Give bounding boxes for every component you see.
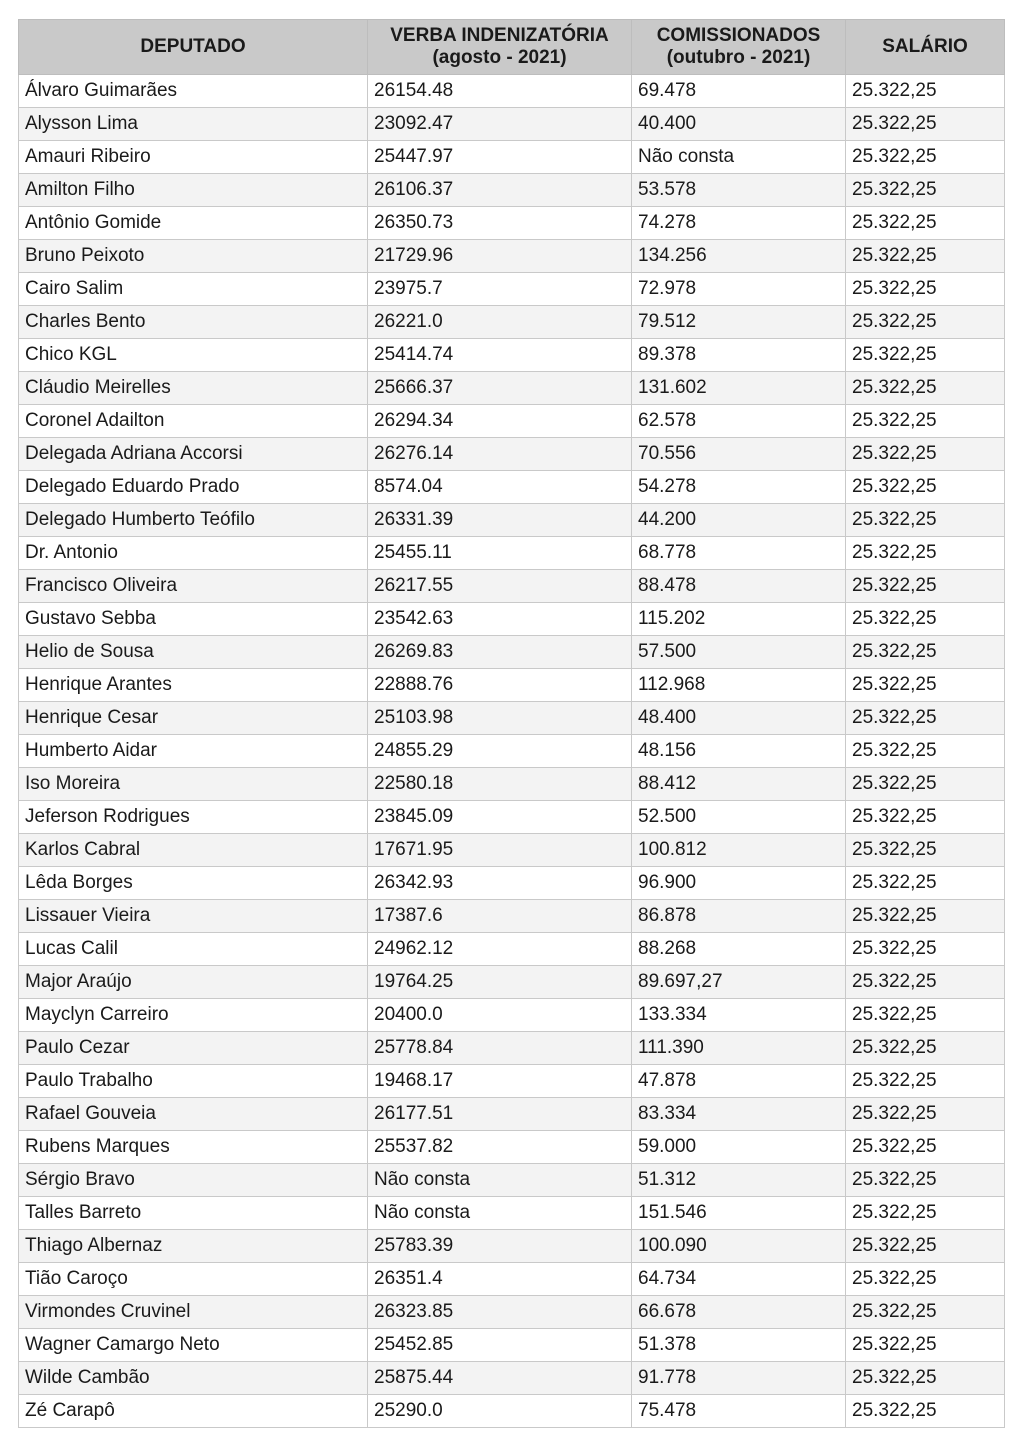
cell-deputado: Amauri Ribeiro [19, 141, 368, 174]
cell-comissionados: 72.978 [632, 273, 846, 306]
cell-verba-indenizatoria: 26294.34 [368, 405, 632, 438]
cell-salario: 25.322,25 [846, 1131, 1005, 1164]
cell-comissionados: 100.812 [632, 834, 846, 867]
table-row [19, 1230, 1005, 1263]
cell-salario: 25.322,25 [846, 174, 1005, 207]
table-row [19, 405, 1005, 438]
cell-salario: 25.322,25 [846, 1263, 1005, 1296]
cell-comissionados: 86.878 [632, 900, 846, 933]
cell-salario: 25.322,25 [846, 471, 1005, 504]
cell-comissionados: 100.090 [632, 1230, 846, 1263]
header-verba-period: (agosto - 2021) [432, 47, 567, 68]
cell-verba-indenizatoria: Não consta [368, 1164, 632, 1197]
cell-verba-indenizatoria: 26217.55 [368, 570, 632, 603]
cell-comissionados: 48.156 [632, 735, 846, 768]
table-row [19, 240, 1005, 273]
cell-deputado: Charles Bento [19, 306, 368, 339]
header-salario [846, 20, 1005, 75]
table-row [19, 1329, 1005, 1362]
cell-verba-indenizatoria: 25455.11 [368, 537, 632, 570]
table-row [19, 471, 1005, 504]
table-row [19, 999, 1005, 1032]
cell-verba-indenizatoria: 25783.39 [368, 1230, 632, 1263]
table-row [19, 900, 1005, 933]
cell-verba-indenizatoria: 20400.0 [368, 999, 632, 1032]
table-row [19, 933, 1005, 966]
cell-deputado: Alysson Lima [19, 108, 368, 141]
cell-deputado: Amilton Filho [19, 174, 368, 207]
cell-verba-indenizatoria: 26154.48 [368, 75, 632, 108]
cell-salario: 25.322,25 [846, 603, 1005, 636]
cell-salario: 25.322,25 [846, 801, 1005, 834]
cell-comissionados: 134.256 [632, 240, 846, 273]
cell-verba-indenizatoria: 26351.4 [368, 1263, 632, 1296]
cell-deputado: Talles Barreto [19, 1197, 368, 1230]
cell-salario: 25.322,25 [846, 669, 1005, 702]
table-row [19, 75, 1005, 108]
cell-comissionados: 62.578 [632, 405, 846, 438]
cell-salario: 25.322,25 [846, 735, 1005, 768]
table-row [19, 669, 1005, 702]
table-row [19, 768, 1005, 801]
cell-deputado: Bruno Peixoto [19, 240, 368, 273]
cell-verba-indenizatoria: 25875.44 [368, 1362, 632, 1395]
cell-deputado: Paulo Cezar [19, 1032, 368, 1065]
header-verba-indenizatoria [368, 20, 632, 75]
cell-verba-indenizatoria: 26350.73 [368, 207, 632, 240]
cell-verba-indenizatoria: 25537.82 [368, 1131, 632, 1164]
cell-deputado: Helio de Sousa [19, 636, 368, 669]
cell-verba-indenizatoria: 23975.7 [368, 273, 632, 306]
header-deputado [19, 20, 368, 75]
cell-comissionados: 75.478 [632, 1395, 846, 1428]
cell-deputado: Tião Caroço [19, 1263, 368, 1296]
cell-salario: 25.322,25 [846, 108, 1005, 141]
table-row [19, 702, 1005, 735]
cell-comissionados: 96.900 [632, 867, 846, 900]
cell-verba-indenizatoria: 19468.17 [368, 1065, 632, 1098]
table-row [19, 1032, 1005, 1065]
cell-verba-indenizatoria: 21729.96 [368, 240, 632, 273]
table-row [19, 174, 1005, 207]
cell-comissionados: 74.278 [632, 207, 846, 240]
cell-deputado: Rafael Gouveia [19, 1098, 368, 1131]
cell-comissionados: 40.400 [632, 108, 846, 141]
cell-comissionados: 69.478 [632, 75, 846, 108]
cell-comissionados: 151.546 [632, 1197, 846, 1230]
cell-salario: 25.322,25 [846, 1164, 1005, 1197]
cell-salario: 25.322,25 [846, 834, 1005, 867]
cell-verba-indenizatoria: 25103.98 [368, 702, 632, 735]
table-row [19, 636, 1005, 669]
cell-deputado: Humberto Aidar [19, 735, 368, 768]
cell-verba-indenizatoria: 17387.6 [368, 900, 632, 933]
cell-deputado: Cláudio Meirelles [19, 372, 368, 405]
cell-verba-indenizatoria: 22580.18 [368, 768, 632, 801]
header-comissionados [632, 20, 846, 75]
cell-salario: 25.322,25 [846, 999, 1005, 1032]
cell-verba-indenizatoria: 23092.47 [368, 108, 632, 141]
cell-comissionados: 115.202 [632, 603, 846, 636]
header-row [19, 20, 1005, 75]
table-row [19, 603, 1005, 636]
cell-verba-indenizatoria: 24962.12 [368, 933, 632, 966]
cell-verba-indenizatoria: 25447.97 [368, 141, 632, 174]
cell-comissionados: 66.678 [632, 1296, 846, 1329]
cell-salario: 25.322,25 [846, 900, 1005, 933]
table-row [19, 966, 1005, 999]
cell-comissionados: 112.968 [632, 669, 846, 702]
cell-deputado: Jeferson Rodrigues [19, 801, 368, 834]
cell-deputado: Wagner Camargo Neto [19, 1329, 368, 1362]
cell-verba-indenizatoria: 23542.63 [368, 603, 632, 636]
table-row [19, 1395, 1005, 1428]
cell-salario: 25.322,25 [846, 966, 1005, 999]
cell-deputado: Antônio Gomide [19, 207, 368, 240]
cell-deputado: Lucas Calil [19, 933, 368, 966]
table-row [19, 1197, 1005, 1230]
cell-comissionados: 88.412 [632, 768, 846, 801]
cell-salario: 25.322,25 [846, 405, 1005, 438]
cell-deputado: Delegado Eduardo Prado [19, 471, 368, 504]
table-row [19, 339, 1005, 372]
cell-salario: 25.322,25 [846, 207, 1005, 240]
cell-verba-indenizatoria: 24855.29 [368, 735, 632, 768]
table-row [19, 207, 1005, 240]
cell-deputado: Delegada Adriana Accorsi [19, 438, 368, 471]
header-verba-title: VERBA INDENIZATÓRIA [390, 25, 609, 46]
table-row [19, 1296, 1005, 1329]
table-row [19, 438, 1005, 471]
cell-comissionados: 48.400 [632, 702, 846, 735]
cell-deputado: Chico KGL [19, 339, 368, 372]
cell-comissionados: 53.578 [632, 174, 846, 207]
cell-salario: 25.322,25 [846, 702, 1005, 735]
cell-deputado: Thiago Albernaz [19, 1230, 368, 1263]
cell-salario: 25.322,25 [846, 1395, 1005, 1428]
cell-comissionados: 68.778 [632, 537, 846, 570]
cell-verba-indenizatoria: 26177.51 [368, 1098, 632, 1131]
cell-salario: 25.322,25 [846, 933, 1005, 966]
cell-salario: 25.322,25 [846, 504, 1005, 537]
cell-verba-indenizatoria: 17671.95 [368, 834, 632, 867]
cell-salario: 25.322,25 [846, 570, 1005, 603]
table-row [19, 735, 1005, 768]
header-deputado-label: DEPUTADO [140, 36, 246, 57]
cell-salario: 25.322,25 [846, 141, 1005, 174]
cell-verba-indenizatoria: 26106.37 [368, 174, 632, 207]
table-row [19, 1164, 1005, 1197]
cell-verba-indenizatoria: 22888.76 [368, 669, 632, 702]
header-salario-label: SALÁRIO [882, 36, 968, 57]
table-row [19, 273, 1005, 306]
cell-comissionados: 54.278 [632, 471, 846, 504]
deputies-table-sheet [18, 19, 1005, 1428]
cell-comissionados: 111.390 [632, 1032, 846, 1065]
cell-salario: 25.322,25 [846, 1098, 1005, 1131]
cell-comissionados: Não consta [632, 141, 846, 174]
cell-verba-indenizatoria: 26276.14 [368, 438, 632, 471]
cell-salario: 25.322,25 [846, 306, 1005, 339]
cell-verba-indenizatoria: 26342.93 [368, 867, 632, 900]
cell-salario: 25.322,25 [846, 1032, 1005, 1065]
cell-deputado: Henrique Cesar [19, 702, 368, 735]
cell-comissionados: 131.602 [632, 372, 846, 405]
cell-verba-indenizatoria: 25414.74 [368, 339, 632, 372]
table-row [19, 1065, 1005, 1098]
cell-salario: 25.322,25 [846, 240, 1005, 273]
cell-salario: 25.322,25 [846, 339, 1005, 372]
table-row [19, 867, 1005, 900]
header-comissionados-period: (outubro - 2021) [666, 47, 811, 68]
table-row [19, 1362, 1005, 1395]
cell-deputado: Gustavo Sebba [19, 603, 368, 636]
cell-deputado: Delegado Humberto Teófilo [19, 504, 368, 537]
cell-verba-indenizatoria: 26269.83 [368, 636, 632, 669]
cell-salario: 25.322,25 [846, 867, 1005, 900]
table-row [19, 306, 1005, 339]
cell-salario: 25.322,25 [846, 372, 1005, 405]
table-row [19, 1131, 1005, 1164]
cell-deputado: Sérgio Bravo [19, 1164, 368, 1197]
cell-salario: 25.322,25 [846, 1197, 1005, 1230]
cell-deputado: Mayclyn Carreiro [19, 999, 368, 1032]
cell-salario: 25.322,25 [846, 537, 1005, 570]
cell-comissionados: 51.312 [632, 1164, 846, 1197]
cell-comissionados: 133.334 [632, 999, 846, 1032]
cell-comissionados: 57.500 [632, 636, 846, 669]
cell-deputado: Zé Carapô [19, 1395, 368, 1428]
cell-comissionados: 79.512 [632, 306, 846, 339]
cell-verba-indenizatoria: 25778.84 [368, 1032, 632, 1065]
cell-comissionados: 70.556 [632, 438, 846, 471]
cell-deputado: Lissauer Vieira [19, 900, 368, 933]
cell-verba-indenizatoria: 26221.0 [368, 306, 632, 339]
cell-verba-indenizatoria: 25290.0 [368, 1395, 632, 1428]
table-header [19, 20, 1005, 75]
table-body [19, 75, 1005, 1428]
cell-deputado: Henrique Arantes [19, 669, 368, 702]
table-row [19, 141, 1005, 174]
cell-deputado: Dr. Antonio [19, 537, 368, 570]
cell-verba-indenizatoria: 8574.04 [368, 471, 632, 504]
cell-deputado: Wilde Cambão [19, 1362, 368, 1395]
cell-comissionados: 47.878 [632, 1065, 846, 1098]
cell-verba-indenizatoria: 25452.85 [368, 1329, 632, 1362]
cell-salario: 25.322,25 [846, 636, 1005, 669]
cell-salario: 25.322,25 [846, 1230, 1005, 1263]
cell-verba-indenizatoria: Não consta [368, 1197, 632, 1230]
cell-comissionados: 59.000 [632, 1131, 846, 1164]
deputies-table [18, 19, 1005, 1428]
table-row [19, 372, 1005, 405]
cell-deputado: Paulo Trabalho [19, 1065, 368, 1098]
cell-deputado: Coronel Adailton [19, 405, 368, 438]
table-row [19, 834, 1005, 867]
cell-salario: 25.322,25 [846, 768, 1005, 801]
cell-salario: 25.322,25 [846, 1329, 1005, 1362]
table-row [19, 801, 1005, 834]
table-row [19, 504, 1005, 537]
table-row [19, 537, 1005, 570]
cell-deputado: Álvaro Guimarães [19, 75, 368, 108]
cell-comissionados: 44.200 [632, 504, 846, 537]
cell-verba-indenizatoria: 26323.85 [368, 1296, 632, 1329]
cell-deputado: Francisco Oliveira [19, 570, 368, 603]
cell-verba-indenizatoria: 25666.37 [368, 372, 632, 405]
cell-comissionados: 52.500 [632, 801, 846, 834]
cell-verba-indenizatoria: 23845.09 [368, 801, 632, 834]
table-row [19, 1098, 1005, 1131]
cell-salario: 25.322,25 [846, 273, 1005, 306]
cell-verba-indenizatoria: 26331.39 [368, 504, 632, 537]
cell-deputado: Lêda Borges [19, 867, 368, 900]
cell-deputado: Rubens Marques [19, 1131, 368, 1164]
cell-comissionados: 64.734 [632, 1263, 846, 1296]
cell-deputado: Karlos Cabral [19, 834, 368, 867]
cell-salario: 25.322,25 [846, 1296, 1005, 1329]
header-comissionados-title: COMISSIONADOS [656, 25, 821, 46]
cell-verba-indenizatoria: 19764.25 [368, 966, 632, 999]
cell-comissionados: 51.378 [632, 1329, 846, 1362]
cell-comissionados: 88.478 [632, 570, 846, 603]
table-row [19, 108, 1005, 141]
cell-salario: 25.322,25 [846, 1362, 1005, 1395]
cell-deputado: Virmondes Cruvinel [19, 1296, 368, 1329]
cell-comissionados: 89.697,27 [632, 966, 846, 999]
cell-deputado: Major Araújo [19, 966, 368, 999]
cell-deputado: Cairo Salim [19, 273, 368, 306]
cell-comissionados: 91.778 [632, 1362, 846, 1395]
cell-deputado: Iso Moreira [19, 768, 368, 801]
cell-salario: 25.322,25 [846, 438, 1005, 471]
cell-salario: 25.322,25 [846, 1065, 1005, 1098]
cell-salario: 25.322,25 [846, 75, 1005, 108]
cell-comissionados: 83.334 [632, 1098, 846, 1131]
table-row [19, 1263, 1005, 1296]
cell-comissionados: 88.268 [632, 933, 846, 966]
cell-comissionados: 89.378 [632, 339, 846, 372]
table-row [19, 570, 1005, 603]
